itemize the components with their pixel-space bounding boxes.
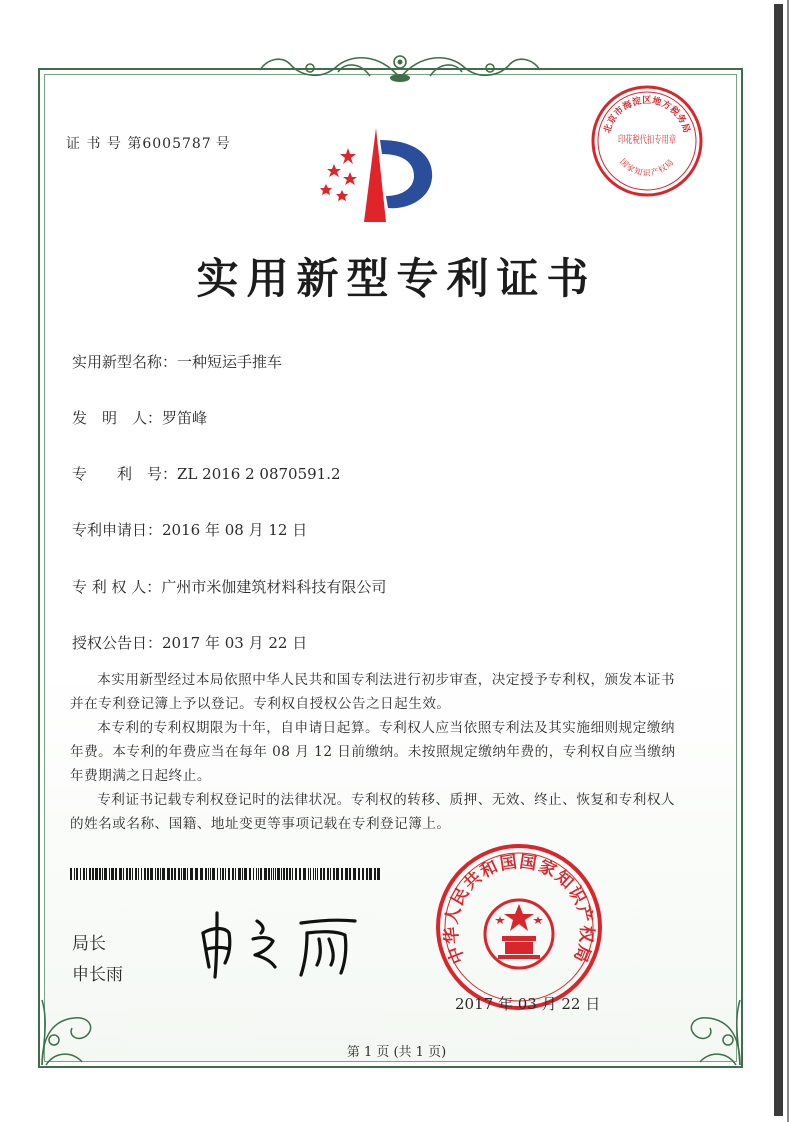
seal-small-bottom-text: 国家知识产权局 (618, 157, 676, 178)
barcode-bar (271, 868, 272, 880)
barcode-bar (141, 868, 142, 880)
barcode-bar (183, 868, 186, 880)
field-value: 广州市米伽建筑材料科技有限公司 (161, 578, 387, 596)
barcode-bar (323, 868, 325, 880)
barcode-bar (109, 868, 110, 880)
barcode-bar (70, 868, 72, 880)
barcode-bar (333, 868, 335, 880)
svg-text:北京市海淀区地方税务局 (601, 94, 692, 135)
barcode-bar (171, 868, 173, 880)
official-seal-icon (434, 842, 604, 1012)
field-patent-number (72, 463, 341, 484)
barcode-bar (99, 868, 101, 880)
field-value: 2017 年 03 月 22 日 (162, 634, 308, 652)
barcode-bar (295, 868, 297, 880)
certificate-number (66, 133, 231, 153)
barcode-bar (253, 868, 254, 880)
barcode-bar (315, 868, 316, 880)
barcode-bar (187, 868, 188, 880)
director-name: 申长雨 (72, 965, 123, 985)
barcode-bar (303, 868, 306, 880)
barcode-bar (273, 868, 274, 880)
certificate-number-label: 证 书 号 第 (66, 136, 143, 152)
field-grant-date (72, 632, 307, 653)
barcode-bar (268, 868, 270, 880)
barcode-bar (111, 868, 114, 880)
barcode-bar (195, 868, 198, 880)
body-paragraph: 本专利的专利权期限为十年，自申请日起算。专利权人应当依照专利法及其实施细则规定缴纳年费。本专利的年费应当在每年 08 月 12 日前缴纳。未按照规定缴纳年费的，专利权自应当缴纳年费期满之日起终止。 (70, 720, 676, 784)
seal-small-center-text: 印花税代扣专用章 (618, 135, 698, 146)
field-value: 罗笛峰 (162, 409, 208, 427)
barcode-bar (167, 868, 170, 880)
barcode-bar (277, 868, 280, 880)
barcode-bar (244, 868, 247, 880)
barcode-bar (286, 868, 288, 880)
barcode-bar (242, 868, 243, 880)
barcode-bar (377, 868, 380, 880)
barcode-bar (205, 868, 207, 880)
barcode-bar (89, 868, 91, 880)
field-inventor (72, 407, 207, 428)
barcode-bar (126, 868, 128, 880)
field-label: 专利申请日： (72, 521, 163, 539)
barcode-bar (369, 868, 372, 880)
barcode-bar (129, 868, 131, 880)
barcode-bar (308, 868, 309, 880)
barcode-bar (83, 868, 85, 880)
sign-date: 2017 年 03 月 22 日 (455, 995, 601, 1013)
body-paragraph: 专利证书记载专利权登记时的法律状况。专利权的转移、质押、无效、终止、恢复和专利权人的姓名或名称、国籍、地址变更等事项记载在专利登记簿上。 (70, 792, 676, 832)
barcode-bar (235, 868, 236, 880)
certificate-title: 实用新型专利证书 (196, 254, 597, 303)
barcode-bar (138, 868, 139, 880)
barcode-bar (135, 868, 137, 880)
barcode-bar (160, 868, 161, 880)
barcode-bar (86, 868, 87, 880)
barcode-bar (330, 868, 331, 880)
field-value: 2016 年 08 月 12 日 (162, 521, 308, 539)
barcode-bar (249, 868, 251, 880)
barcode-bar (144, 868, 146, 880)
barcode-bar (327, 868, 329, 880)
barcode-bar (217, 868, 218, 880)
barcode-bar (228, 868, 230, 880)
field-label: 专 利 号： (72, 465, 178, 483)
field-label: 专 利 权 人： (72, 578, 162, 596)
field-label: 发 明 人： (72, 409, 163, 427)
certificate-body (70, 668, 680, 836)
barcode-bar (289, 868, 291, 880)
barcode-bar (275, 868, 276, 880)
barcode-bar (162, 868, 165, 880)
top-ornament-icon (250, 48, 550, 86)
barcode-bar (345, 868, 348, 880)
seal-big-ring-text: 中华人民共和国国家知识产权局 (441, 852, 597, 967)
patent-office-logo-icon (306, 126, 446, 226)
barcode-bar (310, 868, 311, 880)
svg-text:国家知识产权局 (618, 157, 676, 177)
barcode-bar (292, 868, 293, 880)
barcode-bar (132, 868, 133, 880)
barcode-bar (341, 868, 343, 880)
barcode-bar (150, 868, 153, 880)
field-label: 实用新型名称： (72, 353, 178, 371)
barcode-bar (92, 868, 94, 880)
barcode-bar (366, 868, 368, 880)
barcode-bar (76, 868, 78, 880)
barcode-bar (358, 868, 360, 880)
field-value: 一种短运手推车 (177, 353, 283, 371)
scan-edge-line (787, 0, 789, 1122)
barcode-bar (178, 868, 180, 880)
barcode-bar (313, 868, 314, 880)
barcode-bar (119, 868, 122, 880)
barcode-bar (95, 868, 98, 880)
field-utility-model-name (72, 351, 282, 372)
barcode-bar (174, 868, 176, 880)
page-footer: 第 1 页 (共 1 页) (346, 1045, 447, 1060)
barcode-bar (220, 868, 221, 880)
field-label: 授权公告日： (72, 634, 163, 652)
barcode-bar (281, 868, 282, 880)
barcode-bar (264, 868, 267, 880)
director-title: 局长 (72, 934, 106, 954)
barcode-bar (157, 868, 159, 880)
certificate-number-suffix: 号 (215, 136, 231, 152)
stamp-duty-seal-icon (589, 83, 705, 199)
barcode-bar (102, 868, 103, 880)
barcode-bar (147, 868, 149, 880)
barcode-bar (80, 868, 81, 880)
barcode-bar (260, 868, 262, 880)
barcode-bar (317, 868, 318, 880)
barcode-bar (349, 868, 351, 880)
barcode-bar (155, 868, 156, 880)
barcode-bar (320, 868, 322, 880)
barcode-bar (232, 868, 234, 880)
barcode-bar (353, 868, 356, 880)
barcode-bar (222, 868, 224, 880)
director-signature-icon (195, 905, 365, 980)
barcode-bar (258, 868, 259, 880)
barcode-bar (256, 868, 257, 880)
barcode-bar (181, 868, 182, 880)
barcode-bar (212, 868, 215, 880)
barcode-bar (104, 868, 107, 880)
barcode-bar (115, 868, 117, 880)
barcode-bar (123, 868, 124, 880)
barcode-bar (210, 868, 211, 880)
barcode-bar (200, 868, 203, 880)
field-value: ZL 2016 2 0870591.2 (177, 465, 341, 483)
body-paragraph: 本实用新型经过本局依照中华人民共和国专利法进行初步审查，决定授予专利权，颁发本证书并在专利登记簿上予以登记。专利权自授权公告之日起生效。 (70, 672, 676, 712)
barcode-bar (283, 868, 285, 880)
barcode-icon (70, 868, 380, 880)
barcode-bar (336, 868, 339, 880)
barcode-bar (225, 868, 226, 880)
scan-edge-bar (774, 4, 783, 1116)
field-patentee (72, 576, 386, 597)
certificate-number-value: 6005787 (142, 136, 212, 152)
seal-small-ring-text: 北京市海淀区地方税务局 (602, 96, 692, 135)
barcode-bar (208, 868, 209, 880)
barcode-bar (362, 868, 364, 880)
barcode-bar (190, 868, 193, 880)
field-application-date (72, 519, 307, 540)
barcode-bar (374, 868, 376, 880)
barcode-bar (299, 868, 301, 880)
barcode-bar (238, 868, 241, 880)
barcode-bar (74, 868, 75, 880)
